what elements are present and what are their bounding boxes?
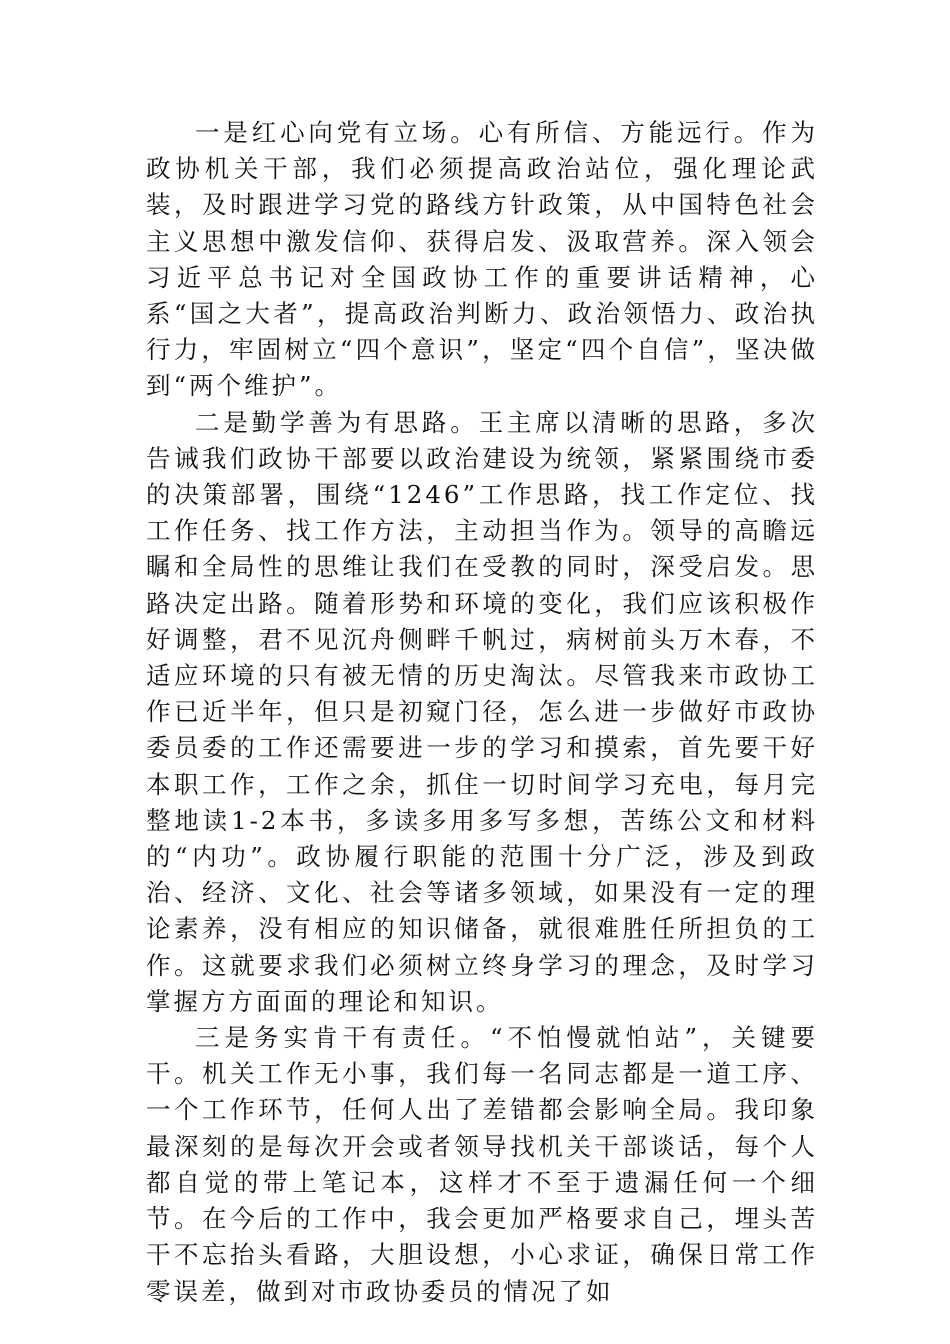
paragraph-practical-responsibility: 三是务实肯干有责任。“不怕慢就怕站”，关键要干。机关工作无小事，我们每一名同志都是一道工序、一个工作环节，任何人出了差错都会影响全局。我印象最深刻的是每次开会或者领导找机关干部谈话，每个人都自觉的带上笔记本，这样才不至于遗漏任何一个细节。在今后的工作中，我会更加严格要求自己，埋头苦干不忘抬头看路，大胆设想，小心求证，确保日常工作零误差，做到对市政协委员的情况了如: [146, 1023, 818, 1306]
document-body: [146, 115, 818, 1310]
paragraph-political-stance: 一是红心向党有立场。心有所信、方能远行。作为政协机关干部，我们必须提高政治站位，强化理论武装，及时跟进学习党的路线方针政策，从中国特色社会主义思想中激发信仰、获得启发、汲取营养。深入领会习近平总书记对全国政协工作的重要讲话精神，心系“国之大者”，提高政治判断力、政治领悟力、政治执行力，牢固树立“四个意识”，坚定“四个自信”，坚决做到“两个维护”。: [146, 118, 818, 401]
paragraph-study-and-thinking: 二是勤学善为有思路。王主席以清晰的思路，多次告诫我们政协干部要以政治建设为统领，紧紧围绕市委的决策部署，围绕“1246”工作思路，找工作定位、找工作任务、找工作方法，主动担当作为。领导的高瞻远瞩和全局性的思维让我们在受教的同时，深受启发。思路决定出路。随着形势和环境的变化，我们应该积极作好调整，君不见沉舟侧畔千帆过，病树前头万木春，不适应环境的只有被无情的历史淘汰。尽管我来市政协工作已近半年，但只是初窥门径，怎么进一步做好市政协委员委的工作还需要进一步的学习和摸索，首先要干好本职工作，工作之余，抓住一切时间学习充电，每月完整地读1-2本书，多读多用多写多想，苦练公文和材料的“内功”。政协履行职能的范围十分广泛，涉及到政治、经济、文化、社会等诸多领域，如果没有一定的理论素养，没有相应的知识储备，就很难胜任所担负的工作。这就要求我们必须树立终身学习的理念，及时学习掌握方方面面的理论和知识。: [146, 407, 818, 1016]
